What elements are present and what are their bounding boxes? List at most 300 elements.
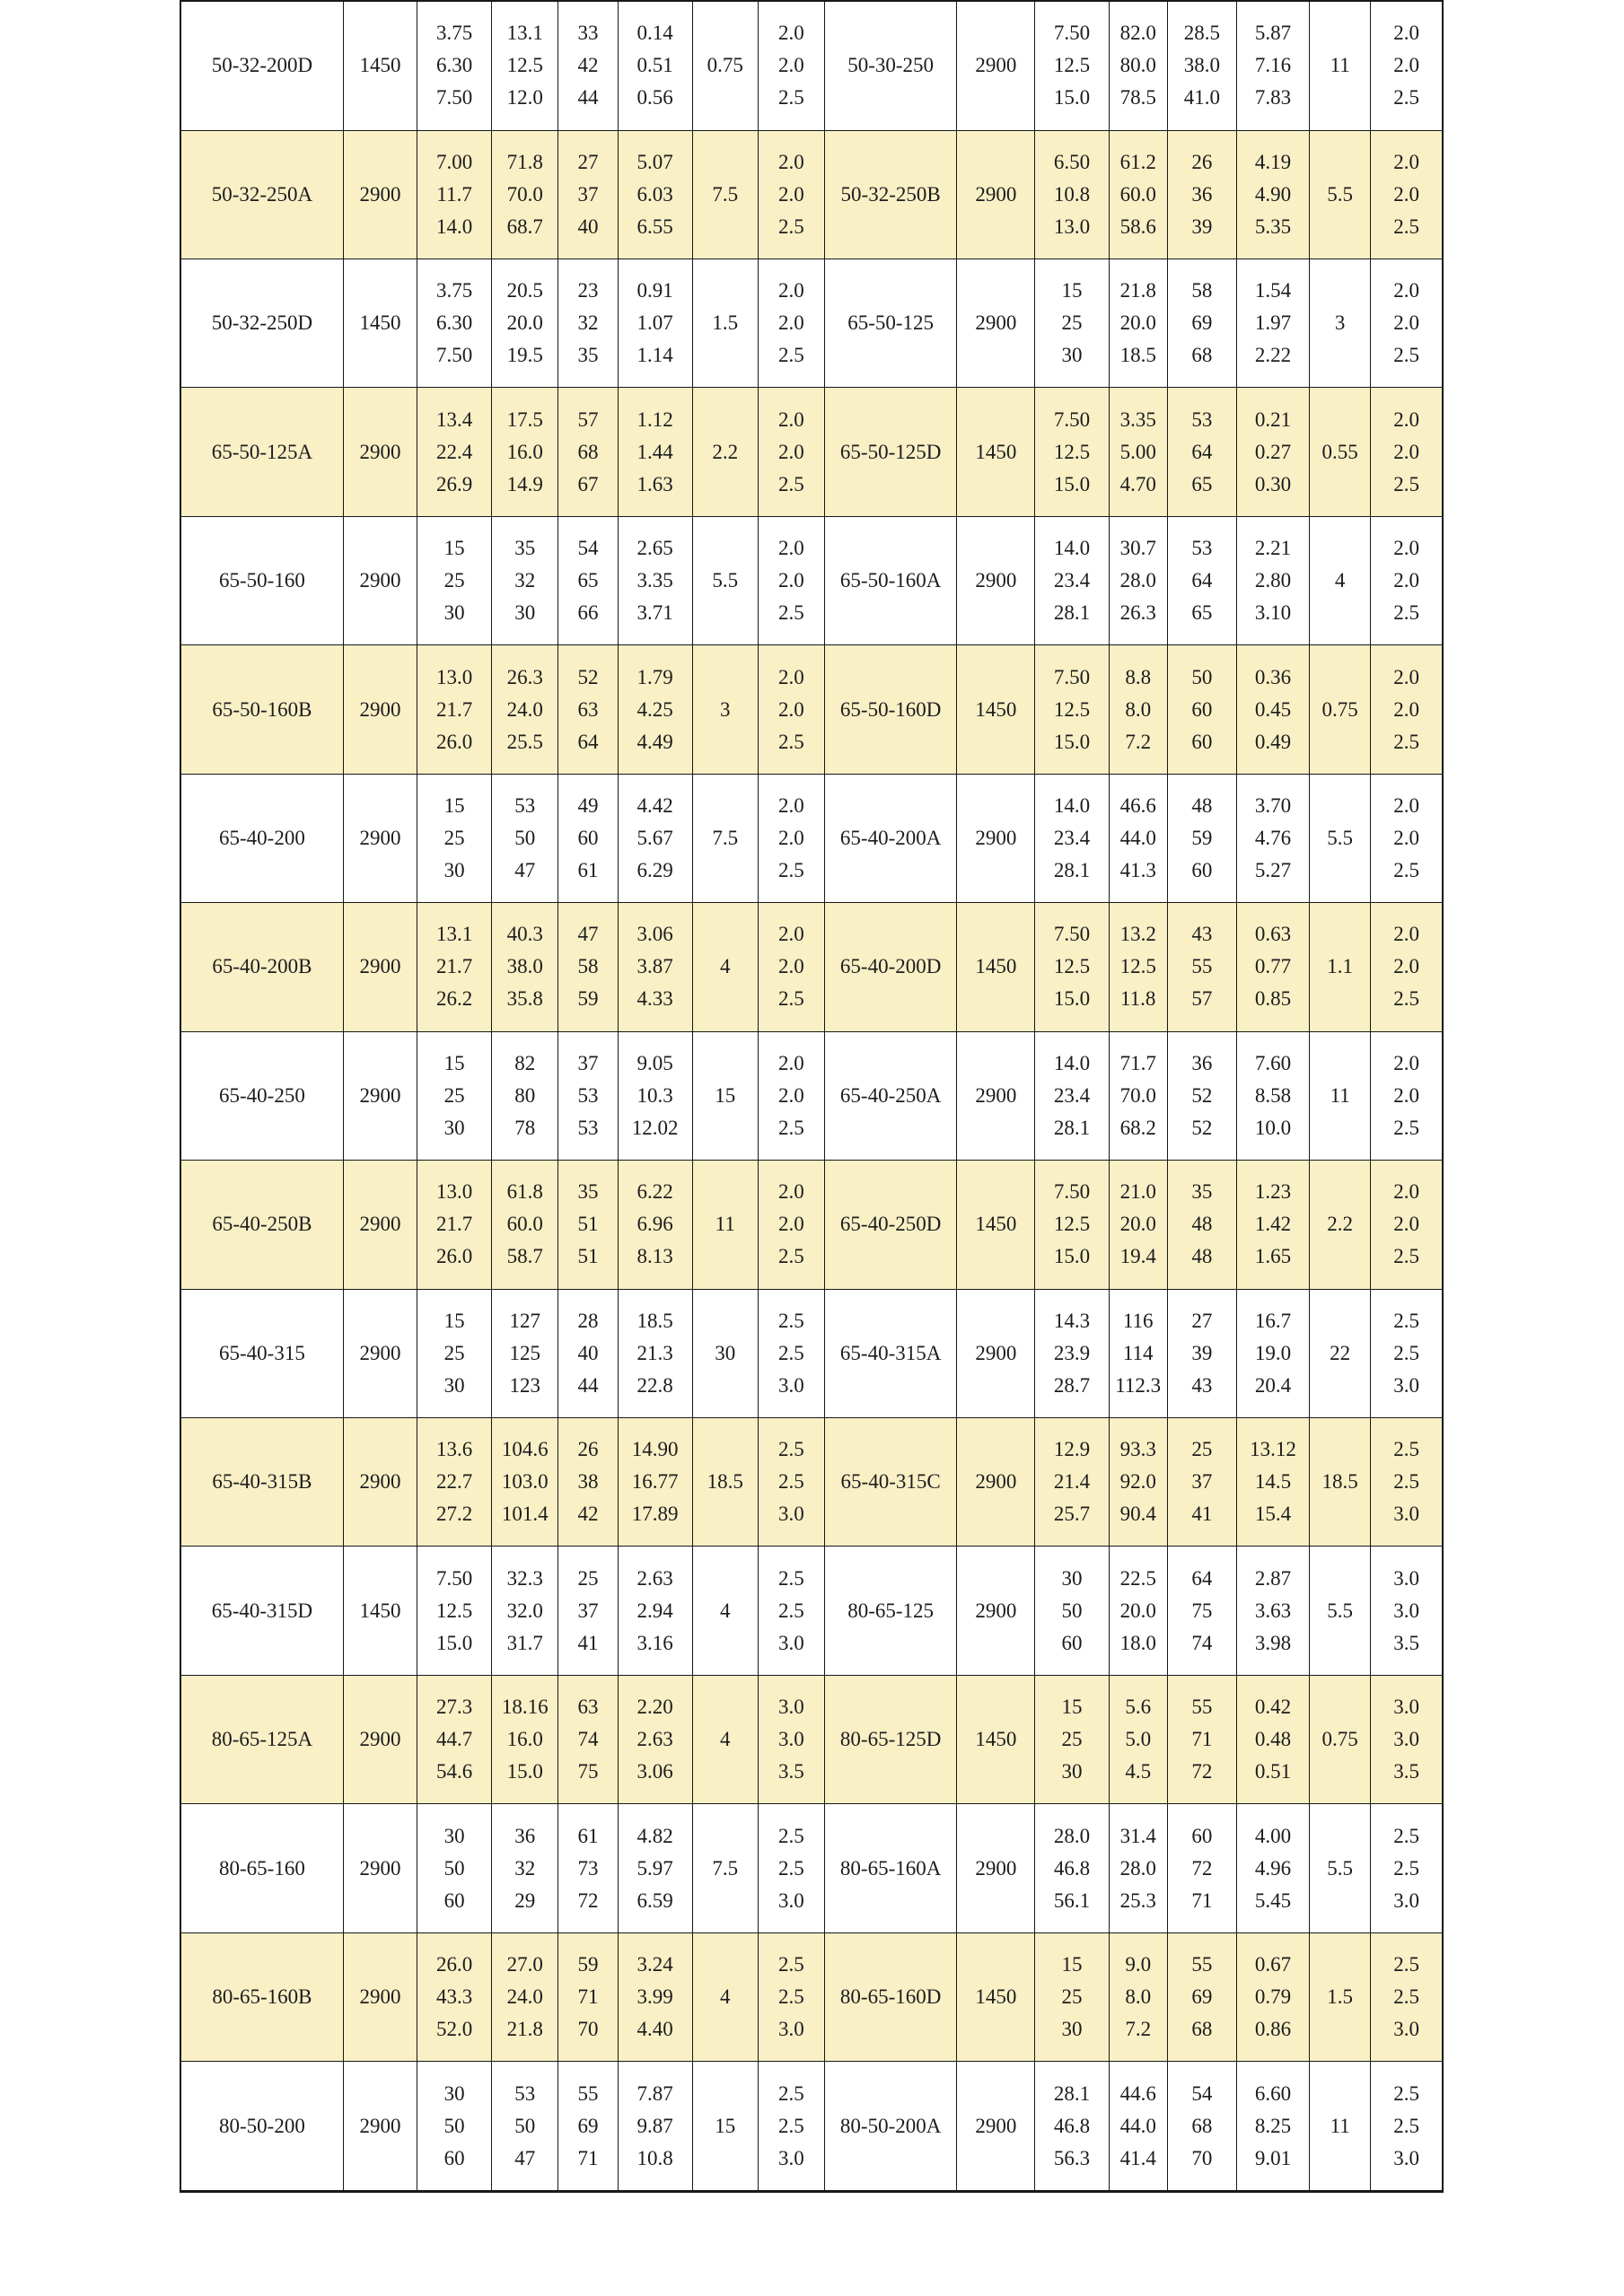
value-line: 7.2 — [1125, 2017, 1152, 2040]
value-line: 5.67 — [636, 827, 673, 849]
power-values-cell — [1236, 1804, 1309, 1932]
value-line: 60.0 — [1119, 182, 1156, 206]
model-cell: 65-50-160 — [180, 516, 343, 644]
value-line: 0.36 — [1254, 665, 1292, 688]
head-values-cell — [492, 1, 558, 130]
speed-cell: 2900 — [957, 1289, 1035, 1417]
value-line: 78 — [514, 1116, 536, 1139]
value-line: 2.94 — [636, 1599, 673, 1622]
value-line: 2.5 — [778, 2114, 804, 2137]
value-line: 2.5 — [1393, 1341, 1419, 1364]
value-line: 68.7 — [506, 215, 543, 238]
value-line: 6.50 — [1053, 150, 1091, 173]
value-line: 0.77 — [1254, 955, 1292, 978]
value-line: 44.6 — [1119, 2081, 1156, 2105]
model-cell: 50-30-250 — [824, 1, 956, 130]
value-line: 60 — [443, 1889, 465, 1912]
value-line: 2.21 — [1254, 537, 1292, 560]
value-line: 72 — [1191, 1856, 1213, 1880]
value-line: 0.21 — [1254, 407, 1292, 431]
speed-cell: 2900 — [343, 1675, 417, 1803]
npsh-values-cell — [1371, 388, 1443, 516]
value-line: 2.5 — [778, 1438, 804, 1461]
value-line: 0.49 — [1254, 730, 1292, 753]
value-line: 38.0 — [1183, 54, 1220, 77]
value-line: 7.60 — [1254, 1051, 1292, 1074]
value-line: 60 — [443, 2146, 465, 2169]
motor-power-cell: 22 — [1310, 1289, 1371, 1417]
value-line: 2.5 — [1393, 601, 1419, 625]
value-line: 52 — [1191, 1083, 1213, 1107]
value-line: 30 — [1061, 1566, 1083, 1590]
head-values-cell — [492, 1031, 558, 1160]
npsh-values-cell — [758, 1289, 824, 1417]
value-line: 15 — [1061, 279, 1083, 302]
efficiency-values-cell — [558, 259, 618, 388]
value-line: 56.1 — [1053, 1889, 1091, 1912]
motor-power-cell: 1.1 — [1310, 903, 1371, 1031]
value-line: 30 — [1061, 2017, 1083, 2040]
efficiency-values-cell — [1167, 1161, 1236, 1289]
value-line: 23.4 — [1053, 569, 1091, 592]
flow-values-cell — [1035, 259, 1109, 388]
flow-values-cell — [1035, 1161, 1109, 1289]
value-line: 68.2 — [1119, 1116, 1156, 1139]
value-line: 2.0 — [1393, 440, 1419, 463]
motor-power-cell: 5.5 — [1310, 130, 1371, 259]
value-line: 93.3 — [1119, 1438, 1156, 1461]
value-line: 2.5 — [778, 1470, 804, 1494]
efficiency-values-cell — [1167, 1289, 1236, 1417]
value-line: 2.5 — [1393, 86, 1419, 110]
value-line: 20.0 — [506, 311, 543, 335]
efficiency-values-cell — [1167, 1804, 1236, 1932]
table-row — [180, 130, 1443, 259]
head-values-cell — [1109, 774, 1167, 902]
value-line: 116 — [1122, 1309, 1154, 1332]
speed-cell: 1450 — [957, 1161, 1035, 1289]
value-line: 55 — [577, 2081, 599, 2105]
value-line: 60 — [1061, 1631, 1083, 1654]
power-values-cell — [1236, 1547, 1309, 1675]
efficiency-values-cell — [1167, 1547, 1236, 1675]
value-line: 2.0 — [1393, 279, 1419, 302]
table-row — [180, 1031, 1443, 1160]
value-line: 6.55 — [636, 215, 673, 238]
value-line: 2.0 — [778, 407, 804, 431]
flow-values-cell — [417, 645, 492, 774]
power-values-cell — [618, 1289, 692, 1417]
speed-cell: 1450 — [957, 903, 1035, 1031]
motor-power-cell: 11 — [1310, 2062, 1371, 2192]
value-line: 23.4 — [1053, 827, 1091, 849]
value-line: 66 — [577, 601, 599, 625]
value-line: 14.0 — [1053, 1051, 1091, 1074]
value-line: 0.45 — [1254, 697, 1292, 721]
value-line: 28.1 — [1053, 601, 1091, 625]
speed-cell: 2900 — [343, 388, 417, 516]
power-values-cell — [618, 1031, 692, 1160]
value-line: 72 — [1191, 1760, 1213, 1783]
efficiency-values-cell — [558, 1675, 618, 1803]
value-line: 3.71 — [636, 601, 673, 625]
speed-cell: 2900 — [343, 903, 417, 1031]
motor-power-cell: 0.75 — [1310, 1675, 1371, 1803]
value-line: 25 — [1191, 1438, 1213, 1461]
value-line: 24.0 — [506, 1985, 543, 2008]
value-line: 10.3 — [636, 1083, 673, 1107]
value-line: 2.5 — [1393, 730, 1419, 753]
value-line: 5.45 — [1254, 1889, 1292, 1912]
npsh-values-cell — [1371, 903, 1443, 1031]
value-line: 21.0 — [1119, 1180, 1156, 1204]
value-line: 32 — [577, 311, 599, 335]
flow-values-cell — [1035, 903, 1109, 1031]
value-line: 12.5 — [1053, 1213, 1091, 1236]
efficiency-values-cell — [558, 1547, 618, 1675]
motor-power-cell: 7.5 — [692, 774, 758, 902]
value-line: 3.35 — [1119, 407, 1156, 431]
head-values-cell — [1109, 1031, 1167, 1160]
power-values-cell — [618, 1675, 692, 1803]
value-line: 15.4 — [1254, 1503, 1292, 1526]
value-line: 47 — [514, 859, 536, 881]
model-cell: 65-40-315B — [180, 1417, 343, 1546]
value-line: 55 — [1191, 1952, 1213, 1976]
value-line: 65 — [1191, 601, 1213, 625]
value-line: 39 — [1191, 1341, 1213, 1364]
efficiency-values-cell — [558, 388, 618, 516]
value-line: 19.5 — [506, 344, 543, 367]
npsh-values-cell — [1371, 1031, 1443, 1160]
head-values-cell — [492, 259, 558, 388]
value-line: 15.0 — [1053, 987, 1091, 1011]
value-line: 31.7 — [506, 1631, 543, 1654]
value-line: 65 — [1191, 472, 1213, 495]
value-line: 18.16 — [501, 1696, 549, 1719]
value-line: 3.75 — [436, 279, 473, 302]
value-line: 30 — [443, 1824, 465, 1847]
value-line: 68 — [577, 440, 599, 463]
motor-power-cell: 11 — [692, 1161, 758, 1289]
value-line: 2.0 — [1393, 182, 1419, 206]
power-values-cell — [1236, 1031, 1309, 1160]
value-line: 10.0 — [1254, 1116, 1292, 1139]
motor-power-cell: 3 — [692, 645, 758, 774]
value-line: 55 — [1191, 1696, 1213, 1719]
flow-values-cell — [1035, 130, 1109, 259]
value-line: 26.0 — [436, 1952, 473, 1976]
value-line: 2.5 — [778, 601, 804, 625]
efficiency-values-cell — [558, 130, 618, 259]
value-line: 20.0 — [1119, 1213, 1156, 1236]
value-line: 2.87 — [1254, 1566, 1292, 1590]
table-row — [180, 2062, 1443, 2192]
value-line: 26 — [577, 1438, 599, 1461]
value-line: 2.20 — [636, 1696, 673, 1719]
value-line: 7.87 — [636, 2081, 673, 2105]
power-values-cell — [618, 1161, 692, 1289]
motor-power-cell: 4 — [692, 1675, 758, 1803]
value-line: 21.8 — [506, 2017, 543, 2040]
value-line: 60 — [1191, 859, 1213, 881]
table-row — [180, 774, 1443, 902]
value-line: 9.05 — [636, 1051, 673, 1074]
value-line: 60 — [1191, 697, 1213, 721]
value-line: 0.56 — [636, 86, 673, 110]
value-line: 22.8 — [636, 1373, 673, 1397]
value-line: 36 — [1191, 1051, 1213, 1074]
value-line: 3.98 — [1254, 1631, 1292, 1654]
flow-values-cell — [417, 388, 492, 516]
value-line: 2.5 — [778, 987, 804, 1011]
model-cell: 65-40-200 — [180, 774, 343, 902]
value-line: 60 — [1191, 1824, 1213, 1847]
value-line: 27 — [577, 150, 599, 173]
value-line: 61 — [577, 859, 599, 881]
value-line: 70 — [577, 2017, 599, 2040]
value-line: 15.0 — [1053, 86, 1091, 110]
value-line: 2.0 — [1393, 923, 1419, 946]
model-cell: 65-40-250A — [824, 1031, 956, 1160]
value-line: 59 — [577, 987, 599, 1011]
value-line: 1.42 — [1254, 1213, 1292, 1236]
value-line: 5.87 — [1254, 22, 1292, 45]
value-line: 2.0 — [1393, 22, 1419, 45]
value-line: 38 — [577, 1470, 599, 1494]
efficiency-values-cell — [1167, 1675, 1236, 1803]
value-line: 18.5 — [1119, 344, 1156, 367]
value-line: 15.0 — [506, 1760, 543, 1783]
value-line: 114 — [1122, 1341, 1154, 1364]
value-line: 47 — [577, 923, 599, 946]
value-line: 50 — [443, 1856, 465, 1880]
npsh-values-cell — [758, 1675, 824, 1803]
value-line: 2.0 — [1393, 665, 1419, 688]
value-line: 0.67 — [1254, 1952, 1292, 1976]
value-line: 44.0 — [1119, 827, 1156, 849]
npsh-values-cell — [758, 774, 824, 902]
value-line: 2.0 — [778, 794, 804, 817]
efficiency-values-cell — [558, 2062, 618, 2192]
value-line: 43.3 — [436, 1985, 473, 2008]
value-line: 12.5 — [1053, 955, 1091, 978]
speed-cell: 1450 — [343, 1, 417, 130]
value-line: 53 — [514, 794, 536, 817]
value-line: 15.0 — [436, 1631, 473, 1654]
efficiency-values-cell — [558, 516, 618, 644]
value-line: 8.0 — [1125, 1985, 1152, 2008]
value-line: 2.0 — [778, 440, 804, 463]
efficiency-values-cell — [558, 903, 618, 1031]
value-line: 2.5 — [1393, 1309, 1419, 1332]
value-line: 26.3 — [506, 665, 543, 688]
value-line: 2.80 — [1254, 569, 1292, 592]
head-values-cell — [492, 1417, 558, 1546]
power-values-cell — [618, 1, 692, 130]
efficiency-values-cell — [558, 1031, 618, 1160]
value-line: 4.33 — [636, 987, 673, 1011]
value-line: 17.5 — [506, 407, 543, 431]
efficiency-values-cell — [1167, 2062, 1236, 2192]
flow-values-cell — [1035, 1804, 1109, 1932]
speed-cell: 1450 — [957, 645, 1035, 774]
power-values-cell — [1236, 1, 1309, 130]
power-values-cell — [618, 388, 692, 516]
npsh-values-cell — [1371, 1932, 1443, 2061]
value-line: 75 — [577, 1760, 599, 1783]
efficiency-values-cell — [1167, 1932, 1236, 2061]
value-line: 69 — [1191, 311, 1213, 335]
value-line: 2.0 — [1393, 537, 1419, 560]
flow-values-cell — [417, 1932, 492, 2061]
value-line: 3.87 — [636, 955, 673, 978]
table-row — [180, 903, 1443, 1031]
value-line: 1.79 — [636, 665, 673, 688]
speed-cell: 2900 — [343, 516, 417, 644]
value-line: 37 — [577, 1599, 599, 1622]
value-line: 2.0 — [778, 537, 804, 560]
head-values-cell — [1109, 130, 1167, 259]
value-line: 16.0 — [506, 1728, 543, 1751]
speed-cell: 2900 — [957, 1417, 1035, 1546]
value-line: 2.0 — [1393, 827, 1419, 849]
value-line: 25 — [443, 569, 465, 592]
table-row — [180, 259, 1443, 388]
motor-power-cell: 4 — [1310, 516, 1371, 644]
value-line: 3.0 — [1393, 1503, 1419, 1526]
value-line: 25.5 — [506, 730, 543, 753]
value-line: 64 — [577, 730, 599, 753]
value-line: 69 — [1191, 1985, 1213, 2008]
value-line: 61.2 — [1119, 150, 1156, 173]
value-line: 2.0 — [778, 697, 804, 721]
value-line: 2.22 — [1254, 344, 1292, 367]
head-values-cell — [492, 774, 558, 902]
head-values-cell — [1109, 1289, 1167, 1417]
model-cell: 65-40-250 — [180, 1031, 343, 1160]
value-line: 4.40 — [636, 2017, 673, 2040]
value-line: 1.44 — [636, 440, 673, 463]
value-line: 3.5 — [1393, 1760, 1419, 1783]
model-cell: 50-32-250D — [180, 259, 343, 388]
model-cell: 80-65-160B — [180, 1932, 343, 2061]
value-line: 25.3 — [1119, 1889, 1156, 1912]
value-line: 64 — [1191, 569, 1213, 592]
value-line: 21.8 — [1119, 279, 1156, 302]
value-line: 3.0 — [778, 2146, 804, 2169]
flow-values-cell — [417, 903, 492, 1031]
value-line: 53 — [577, 1116, 599, 1139]
flow-values-cell — [1035, 645, 1109, 774]
value-line: 75 — [1191, 1599, 1213, 1622]
npsh-values-cell — [758, 259, 824, 388]
value-line: 2.0 — [778, 665, 804, 688]
model-cell: 65-50-125 — [824, 259, 956, 388]
flow-values-cell — [1035, 774, 1109, 902]
value-line: 16.77 — [631, 1470, 679, 1494]
npsh-values-cell — [1371, 1675, 1443, 1803]
value-line: 101.4 — [501, 1503, 549, 1526]
value-line: 2.0 — [778, 150, 804, 173]
motor-power-cell: 5.5 — [1310, 774, 1371, 902]
model-cell: 80-65-125 — [824, 1547, 956, 1675]
npsh-values-cell — [1371, 1161, 1443, 1289]
speed-cell: 2900 — [957, 774, 1035, 902]
value-line: 8.13 — [636, 1245, 673, 1268]
value-line: 50 — [1191, 665, 1213, 688]
value-line: 22.7 — [436, 1470, 473, 1494]
value-line: 2.5 — [1393, 344, 1419, 367]
flow-values-cell — [417, 516, 492, 644]
speed-cell: 2900 — [343, 774, 417, 902]
flow-values-cell — [417, 1675, 492, 1803]
value-line: 26.9 — [436, 472, 473, 495]
value-line: 6.30 — [436, 54, 473, 77]
value-line: 5.0 — [1125, 1728, 1152, 1751]
table-row — [180, 1161, 1443, 1289]
value-line: 2.5 — [778, 730, 804, 753]
value-line: 30 — [443, 1373, 465, 1397]
value-line: 12.02 — [631, 1116, 679, 1139]
value-line: 13.0 — [1053, 215, 1091, 238]
value-line: 72 — [577, 1889, 599, 1912]
value-line: 5.97 — [636, 1856, 673, 1880]
value-line: 46.6 — [1119, 794, 1156, 817]
value-line: 54.6 — [436, 1760, 473, 1783]
value-line: 32 — [514, 569, 536, 592]
value-line: 1.12 — [636, 407, 673, 431]
value-line: 2.0 — [778, 1180, 804, 1204]
speed-cell: 2900 — [343, 1031, 417, 1160]
model-cell: 80-65-160A — [824, 1804, 956, 1932]
value-line: 9.0 — [1125, 1952, 1152, 1976]
value-line: 0.79 — [1254, 1985, 1292, 2008]
motor-power-cell: 5.5 — [1310, 1547, 1371, 1675]
value-line: 2.5 — [1393, 1952, 1419, 1976]
model-cell: 80-50-200 — [180, 2062, 343, 2192]
value-line: 44.7 — [436, 1728, 473, 1751]
value-line: 30.7 — [1119, 537, 1156, 560]
speed-cell: 2900 — [957, 130, 1035, 259]
speed-cell: 2900 — [957, 1547, 1035, 1675]
value-line: 2.5 — [1393, 1985, 1419, 2008]
value-line: 2.5 — [1393, 1116, 1419, 1139]
flow-values-cell — [1035, 1932, 1109, 2061]
value-line: 12.5 — [506, 54, 543, 77]
head-values-cell — [1109, 2062, 1167, 2192]
value-line: 22.5 — [1119, 1566, 1156, 1590]
value-line: 26.3 — [1119, 601, 1156, 625]
value-line: 50 — [443, 2114, 465, 2137]
value-line: 40.3 — [506, 923, 543, 946]
npsh-values-cell — [1371, 1, 1443, 130]
value-line: 2.5 — [778, 1116, 804, 1139]
value-line: 41 — [1191, 1503, 1213, 1526]
value-line: 48 — [1191, 1245, 1213, 1268]
value-line: 18.0 — [1119, 1631, 1156, 1654]
value-line: 27 — [1191, 1309, 1213, 1332]
value-line: 2.63 — [636, 1728, 673, 1751]
model-cell: 65-40-200A — [824, 774, 956, 902]
value-line: 80 — [514, 1083, 536, 1107]
value-line: 2.5 — [778, 215, 804, 238]
value-line: 2.0 — [1393, 569, 1419, 592]
value-line: 52 — [1191, 1116, 1213, 1139]
value-line: 1.54 — [1254, 279, 1292, 302]
model-cell: 65-40-200B — [180, 903, 343, 1031]
value-line: 0.48 — [1254, 1728, 1292, 1751]
